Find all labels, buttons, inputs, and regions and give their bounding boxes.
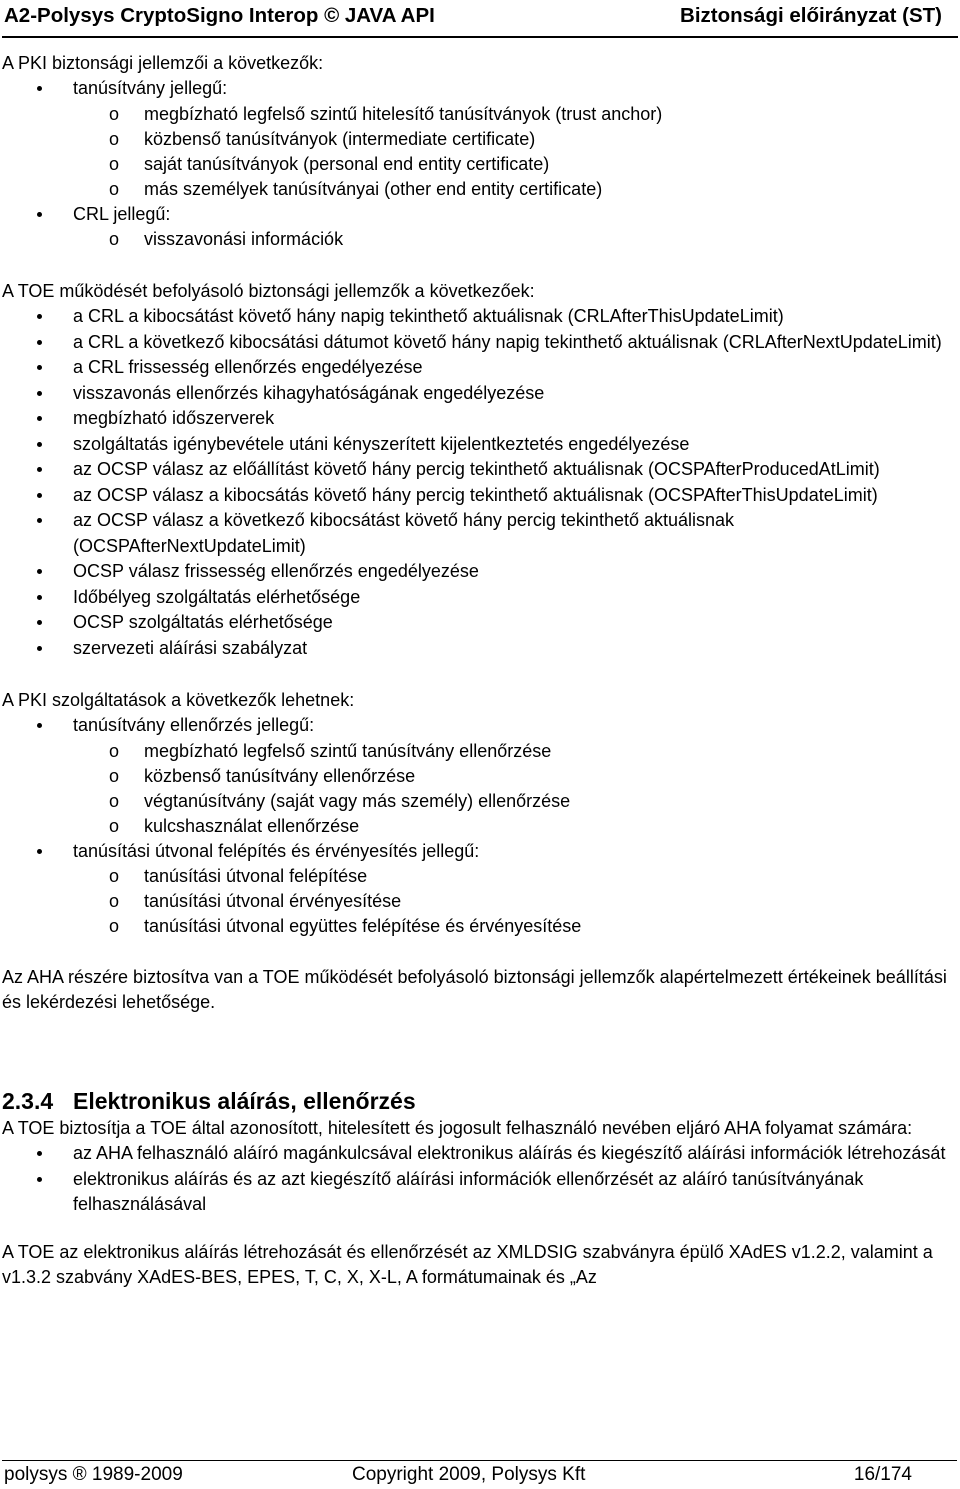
- list-item: OCSP szolgáltatás elérhetősége: [2, 610, 957, 636]
- list-item: szolgáltatás igénybevétele utáni kényszerített kijelentkeztetés engedélyezése: [2, 432, 957, 458]
- list-item: o közbenső tanúsítvány ellenőrzése: [2, 764, 957, 789]
- list-item: az OCSP válasz a következő kibocsátást követő hány percig tekinthető aktuálisnak (OCSPAfterNextUpdateLimit): [2, 508, 957, 559]
- section-heading: [2, 1086, 957, 1116]
- list-item: tanúsítvány jellegű:: [2, 76, 957, 102]
- page-footer: [2, 1460, 957, 1487]
- list-item: o közbenső tanúsítványok (intermediate certificate): [2, 127, 957, 152]
- list-item: megbízható időszerverek: [2, 406, 957, 432]
- pki-services-intro: A PKI szolgáltatások a következők lehetnek:: [2, 690, 355, 710]
- header-title: A2-Polysys CryptoSigno Interop © JAVA API: [4, 4, 435, 27]
- list-item: o visszavonási információk: [2, 227, 957, 252]
- list-item: az OCSP válasz az előállítást követő hány percig tekinthető aktuálisnak (OCSPAfterProducedAtLimit): [2, 457, 957, 483]
- list-item: OCSP válasz frissesség ellenőrzés engedélyezése: [2, 559, 957, 585]
- list-item: o végtanúsítvány (saját vagy más személy) ellenőrzése: [2, 789, 957, 814]
- footer-left: polysys ® 1989-2009: [4, 1464, 183, 1485]
- section-list: [2, 1141, 957, 1218]
- list-item: elektronikus aláírás és az azt kiegészítő aláírási információk ellenőrzését az aláíró tanúsítványának felhasználásával: [2, 1167, 957, 1218]
- list-item: o tanúsítási útvonal felépítése: [2, 864, 957, 889]
- list-item: o kulcshasználat ellenőrzése: [2, 814, 957, 839]
- list-item: CRL jellegű:: [2, 202, 957, 228]
- toe-attrs-intro: A TOE működését befolyásoló biztonsági jellemzők a következőek:: [2, 281, 535, 301]
- pki-services-list: [2, 713, 957, 939]
- list-item: tanúsítvány ellenőrzés jellegű:: [2, 713, 957, 739]
- list-item: az OCSP válasz a kibocsátás követő hány percig tekinthető aktuálisnak (OCSPAfterThisUpdateLimit): [2, 483, 957, 509]
- section-closing: A TOE az elektronikus aláírás létrehozását és ellenőrzését az XMLDSIG szabványra épülő XAdES v1.2.2, valamint a v1.3.2 szabvány XAdES-BES, EPES, T, C, X, X-L, A formátumainak és „Az: [2, 1241, 933, 1287]
- section-number: 2.3.4: [2, 1088, 54, 1114]
- list-item: o tanúsítási útvonal együttes felépítése és érvényesítése: [2, 914, 957, 939]
- footer-copyright: Copyright 2009, Polysys Kft: [352, 1464, 586, 1485]
- list-item: a CRL frissesség ellenőrzés engedélyezése: [2, 355, 957, 381]
- list-item: tanúsítási útvonal felépítés és érvényesítés jellegű:: [2, 839, 957, 865]
- list-item: szervezeti aláírási szabályzat: [2, 636, 957, 662]
- list-item: visszavonás ellenőrzés kihagyhatóságának engedélyezése: [2, 381, 957, 407]
- document-body: [2, 50, 957, 1290]
- list-item: o megbízható legfelső szintű tanúsítvány ellenőrzése: [2, 739, 957, 764]
- header-doc-type: Biztonsági előirányzat (ST): [680, 4, 942, 27]
- list-item: o tanúsítási útvonal érvényesítése: [2, 889, 957, 914]
- list-item: a CRL a kibocsátást követő hány napig tekinthető aktuálisnak (CRLAfterThisUpdateLimit): [2, 304, 957, 330]
- list-item: o megbízható legfelső szintű hitelesítő tanúsítványok (trust anchor): [2, 102, 957, 127]
- list-item: o más személyek tanúsítványai (other end entity certificate): [2, 177, 957, 202]
- aha-paragraph: Az AHA részére biztosítva van a TOE működését befolyásoló biztonsági jellemzők alapértelmezett értékeinek beállítási és lekérdezési lehetősége.: [2, 967, 947, 1012]
- section-intro: A TOE biztosítja a TOE által azonosított, hitelesített és jogosult felhasználó nevében eljáró AHA folyamat számára:: [2, 1118, 913, 1138]
- pki-attrs-intro: A PKI biztonsági jellemzői a következők:: [2, 53, 324, 73]
- list-item: Időbélyeg szolgáltatás elérhetősége: [2, 585, 957, 611]
- page-number: 16/174: [853, 1464, 912, 1485]
- toe-attrs-list: [2, 304, 957, 661]
- pki-attrs-list: [2, 76, 957, 252]
- section-title: Elektronikus aláírás, ellenőrzés: [73, 1088, 416, 1114]
- list-item: o saját tanúsítványok (personal end entity certificate): [2, 152, 957, 177]
- list-item: a CRL a következő kibocsátási dátumot követő hány napig tekinthető aktuálisnak (CRLAfterNextUpdateLimit): [2, 330, 957, 356]
- page-header: [2, 2, 958, 38]
- list-item: az AHA felhasználó aláíró magánkulcsával elektronikus aláírás és kiegészítő aláírási információk létrehozását: [2, 1141, 957, 1167]
